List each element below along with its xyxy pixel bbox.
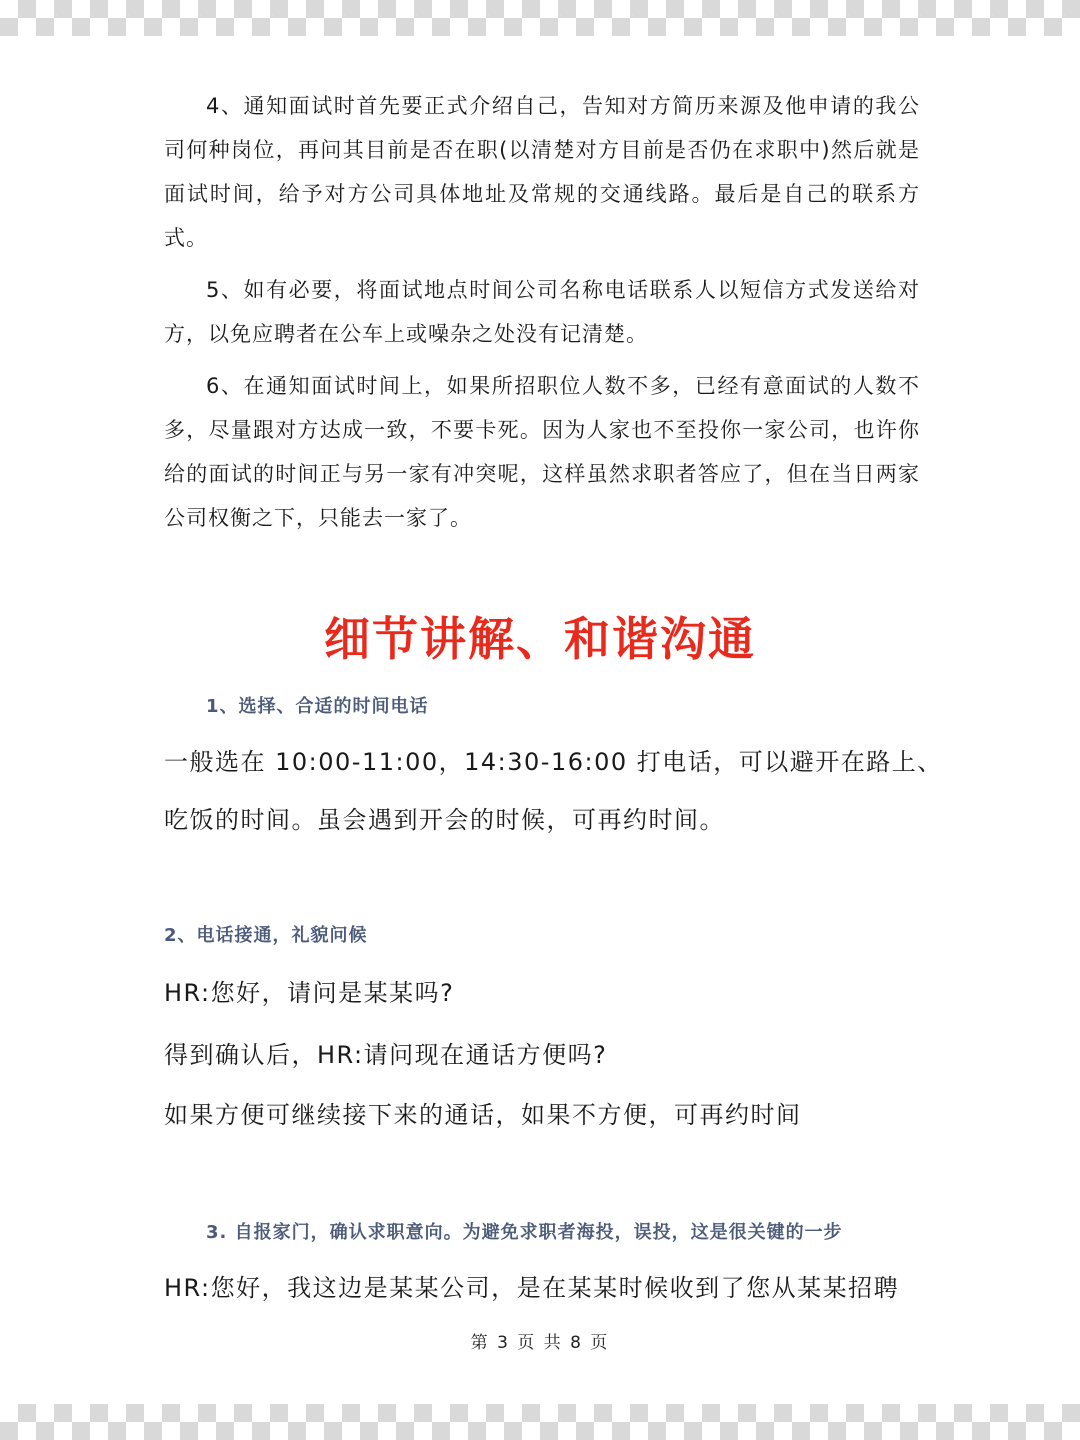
- section-2-line-3: 如果方便可继续接下来的通话，如果不方便，可再约时间: [164, 1101, 802, 1129]
- decorative-border-bottom: [0, 1404, 1080, 1440]
- intro-paragraphs: [164, 84, 920, 548]
- section-2-line-2: 得到确认后，HR:请问现在通话方便吗?: [164, 1041, 608, 1069]
- page-number-footer: 第 3 页 共 8 页: [470, 1333, 610, 1353]
- decorative-border-top: [0, 0, 1080, 36]
- paragraph-4: 4、通知面试时首先要正式介绍自己，告知对方简历来源及他申请的我公司何种岗位，再问其目前是否在职(以清楚对方目前是否仍在求职中)然后就是面试时间，给予对方公司具体地址及常规的交通线路。最后是自己的联系方式。: [164, 94, 920, 250]
- paragraph-6: 6、在通知面试时间上，如果所招职位人数不多，已经有意面试的人数不多，尽量跟对方达成一致，不要卡死。因为人家也不至投你一家公司，也许你给的面试的时间正与另一家有冲突呢，这样虽然求职者答应了，但在当日两家公司权衡之下，只能去一家了。: [164, 374, 920, 530]
- section-1-line-1: 一般选在 10:00-11:00，14:30-16:00 打电话，可以避开在路上、: [164, 748, 943, 776]
- subheading-2: 2、电话接通，礼貌问候: [164, 925, 368, 946]
- subheading-1: 1、选择、合适的时间电话: [206, 696, 429, 717]
- section-1-line-2: 吃饭的时间。虽会遇到开会的时候，可再约时间。: [164, 806, 725, 834]
- paragraph-5: 5、如有必要，将面试地点时间公司名称电话联系人以短信方式发送给对方，以免应聘者在公车上或噪杂之处没有记清楚。: [164, 278, 920, 346]
- section-2-line-1: HR:您好，请问是某某吗?: [164, 979, 455, 1007]
- section-title: 细节讲解、和谐沟通: [324, 612, 756, 666]
- subheading-3: 3. 自报家门，确认求职意向。为避免求职者海投，误投，这是很关键的一步: [206, 1222, 843, 1243]
- section-3-line-1: HR:您好，我这边是某某公司，是在某某时候收到了您从某某招聘: [164, 1274, 900, 1302]
